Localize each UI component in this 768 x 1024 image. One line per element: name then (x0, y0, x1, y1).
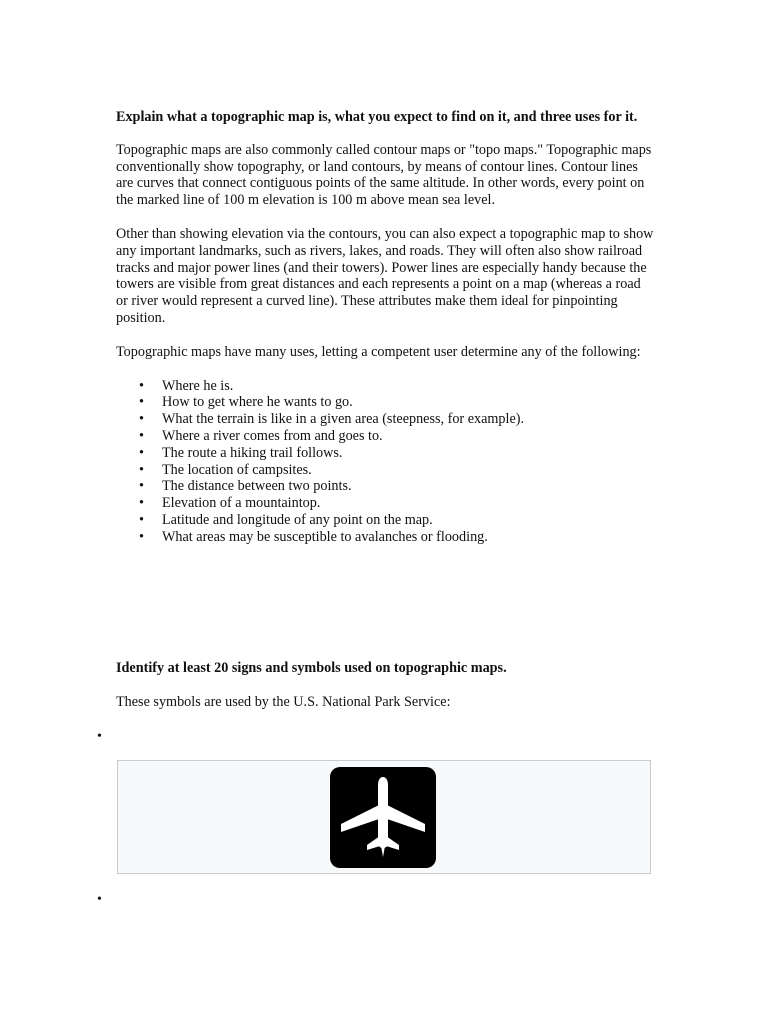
airport-airplane-icon (329, 766, 437, 869)
list-item: • The route a hiking trail follows. (162, 445, 656, 462)
bullet-marker: • (97, 729, 102, 744)
bullet-marker: • (97, 892, 102, 907)
paragraph-symbols-intro: These symbols are used by the U.S. National Park Service: (116, 694, 451, 710)
document-body (116, 109, 656, 546)
paragraph-uses-intro: Topographic maps have many uses, letting a competent user determine any of the following: (116, 343, 641, 360)
list-item: • Where he is. (162, 378, 656, 395)
list-item: • How to get where he wants to go. (162, 394, 656, 411)
uses-list (116, 378, 656, 546)
list-item: • The location of campsites. (162, 462, 656, 479)
paragraph-features: Other than showing elevation via the contours, you can also expect a topographic map to show any important landmarks, such as rivers, lakes, and roads. They will often also show railroad tracks and major power lines (and their towers). Power lines are especially handy because the towers are visible from great distances and each represents a point on a map (whereas a road or river would represent a curved line). These attributes make them ideal for pinpointing position. (116, 225, 654, 326)
list-item: • Elevation of a mountaintop. (162, 495, 656, 512)
list-item: • What areas may be susceptible to avalanches or flooding. (162, 529, 656, 546)
question-1-heading: Explain what a topographic map is, what you expect to find on it, and three uses for it. (116, 109, 638, 125)
list-item: • Latitude and longitude of any point on the map. (162, 512, 656, 529)
list-item: • What the terrain is like in a given area (steepness, for example). (162, 411, 656, 428)
list-item: • Where a river comes from and goes to. (162, 428, 656, 445)
question-2-heading: Identify at least 20 signs and symbols used on topographic maps. (116, 660, 507, 676)
paragraph-definition: Topographic maps are also commonly called contour maps or "topo maps." Topographic maps conventionally show topography, or land contours, by means of contour lines. Contour lines are curves that connect contiguous points of the same altitude. In other words, every point on the marked line of 100 m elevation is 100 m above mean sea level. (116, 141, 652, 209)
list-item: • The distance between two points. (162, 478, 656, 495)
symbol-image-frame (117, 760, 651, 874)
